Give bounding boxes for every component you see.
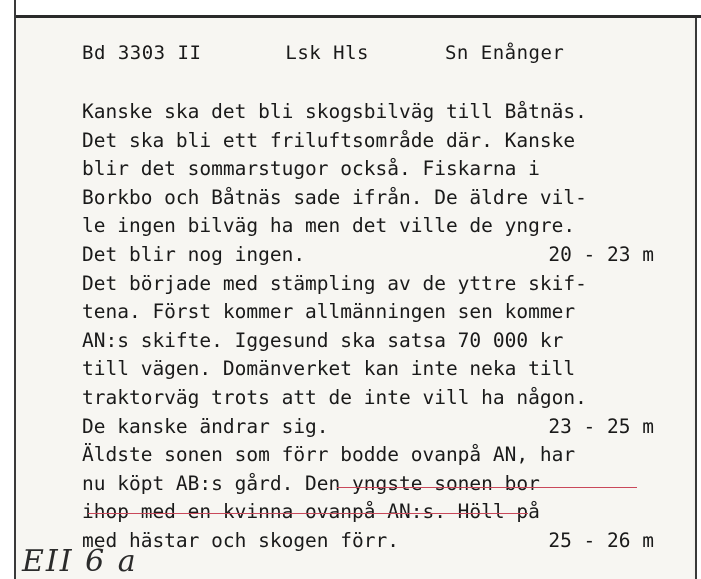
text-line: Borkbo och Båtnäs sade ifrån. De äldre vil- — [82, 185, 587, 209]
timestamp: 23 - 25 m — [548, 414, 654, 438]
record-id: Bd 3303 II — [82, 42, 202, 64]
timestamp: 25 - 26 m — [548, 528, 654, 552]
card-top-edge — [0, 0, 701, 18]
text-line: med hästar och skogen förr. 25 - 26 m — [82, 527, 672, 556]
text-line: blir det sommarstugor också. Fiskarna i — [82, 157, 540, 181]
text-line: Det ska bli ett friluftsområde där. Kanske — [82, 128, 576, 152]
text-line: Äldste sonen som förr bodde ovanpå AN, har — [82, 443, 576, 467]
text-line: till vägen. Domänverket kan inte neka till — [82, 357, 576, 381]
text-line: tena. Först kommer allmänningen sen kommer — [82, 300, 576, 324]
text-line: traktorväg trots att de inte vill ha någon. — [82, 385, 587, 409]
text-line: le ingen bilväg ha men det ville de yngre. — [82, 214, 576, 238]
card-left-edge — [0, 0, 16, 579]
text-line: ihop med en kvinna ovanpå AN:s. Höll på — [82, 500, 540, 524]
text-line: AN:s skifte. Iggesund ska satsa 70 000 kr — [82, 328, 564, 352]
card-right-edge — [695, 18, 701, 579]
parish-name: Sn Enånger — [444, 42, 565, 64]
landscape-code: Lsk Hls — [285, 42, 369, 64]
text-line: nu köpt AB:s gård. Den yngste sonen bor — [82, 471, 540, 495]
text-line: De kanske ändrar sig. 23 - 25 m — [82, 413, 672, 442]
text-line: Det började med stämpling av de yttre skif- — [82, 271, 587, 295]
handwritten-annotation: EII 6 a — [22, 544, 138, 579]
text-line: Kanske ska det bli skogsbilväg till Båtnäs. — [82, 100, 587, 123]
red-underline — [337, 487, 637, 488]
card-header — [82, 42, 564, 64]
text-line: Det blir nog ingen. 20 - 23 m — [82, 241, 672, 270]
red-underline — [88, 513, 528, 514]
timestamp: 20 - 23 m — [548, 242, 654, 266]
